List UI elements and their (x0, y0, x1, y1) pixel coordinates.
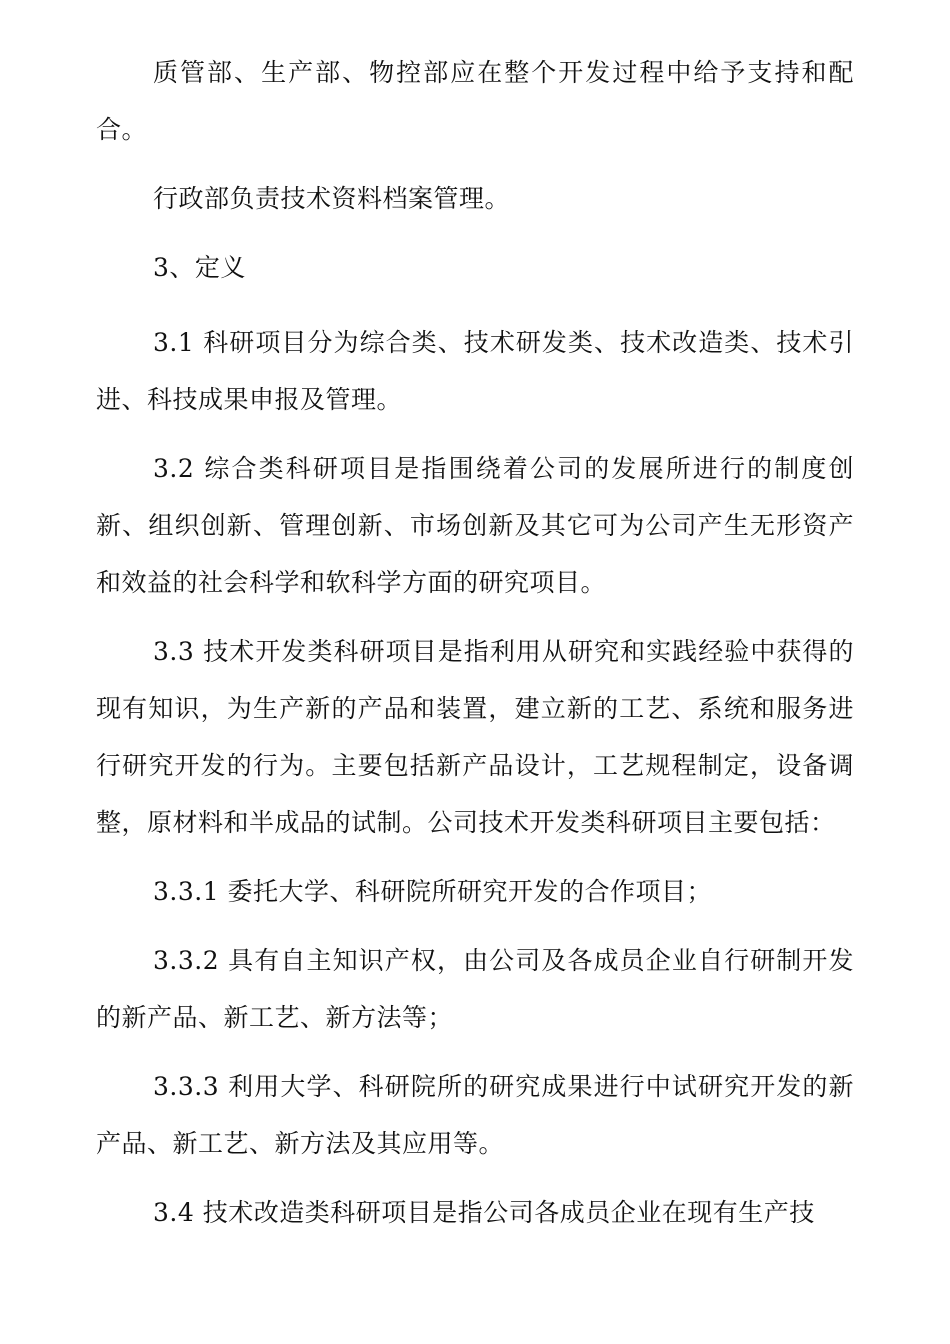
paragraph-3-3-2: 3.3.2 具有自主知识产权，由公司及各成员企业自行研制开发的新产品、新工艺、新方法等； (96, 946, 854, 1032)
document-page (96, 44, 854, 1253)
section-heading-definition: 3、定义 (153, 253, 246, 282)
paragraph-3-4: 3.4 技术改造类科研项目是指公司各成员企业在现有生产技 (153, 1198, 815, 1227)
paragraph-3-1: 3.1 科研项目分为综合类、技术研发类、技术改造类、技术引进、科技成果申报及管理。 (96, 328, 854, 414)
paragraph-3-3-1: 3.3.1 委托大学、科研院所研究开发的合作项目； (153, 877, 713, 906)
paragraph-3-2: 3.2 综合类科研项目是指围绕着公司的发展所进行的制度创新、组织创新、管理创新、市场创新及其它可为公司产生无形资产和效益的社会科学和软科学方面的研究项目。 (96, 454, 854, 597)
paragraph-3-3-3: 3.3.3 利用大学、科研院所的研究成果进行中试研究开发的新产品、新工艺、新方法及其应用等。 (96, 1072, 854, 1158)
paragraph-archive: 行政部负责技术资料档案管理。 (153, 184, 511, 213)
paragraph-3-3: 3.3 技术开发类科研项目是指利用从研究和实践经验中获得的现有知识，为生产新的产品和装置，建立新的工艺、系统和服务进行研究开发的行为。主要包括新产品设计，工艺规程制定，设备调整，原材料和半成品的试制。公司技术开发类科研项目主要包括： (96, 637, 854, 837)
paragraph-support: 质管部、生产部、物控部应在整个开发过程中给予支持和配合。 (96, 58, 854, 144)
